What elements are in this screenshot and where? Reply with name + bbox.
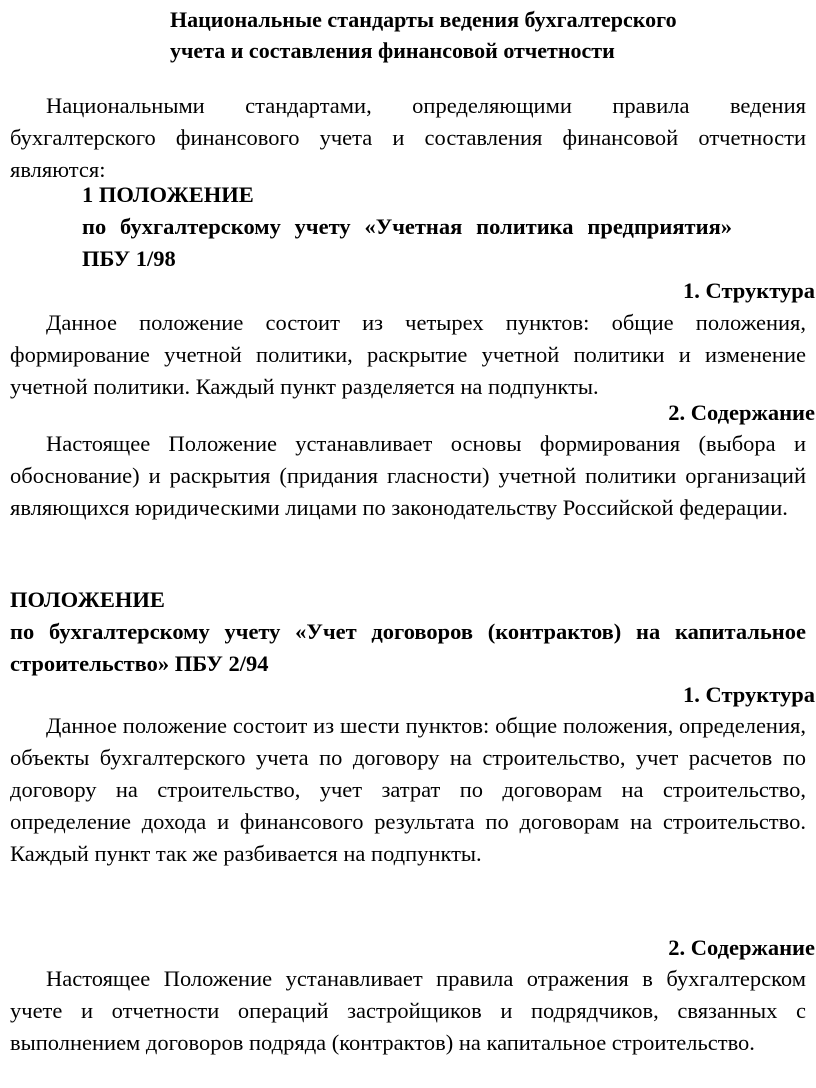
- title-line-1: Национальные стандарты ведения бухгалтерского: [170, 7, 677, 32]
- pbu1-structure-heading: 1. Структура: [683, 278, 815, 303]
- pbu2-heading-title-2: по бухгалтерскому учету «Учет договоров (контрактов) на капитальное строительство» ПБУ 2/94: [10, 619, 806, 676]
- pbu2-content-heading: 2. Содержание: [668, 935, 815, 960]
- pbu2-content-text: Настоящее Положение устанавливает правила отражения в бухгалтерском учете и отчетности операций застройщиков и подрядчиков, связанных с выполнением договоров подряда (контрактов) на капитальное строительство.: [10, 966, 806, 1055]
- pbu2-structure-text: Данное положение состоит из шести пунктов: общие положения, определения, объекты бухгалтерского учета по договору на строительство, учет расчетов по договору на строительство, учет затрат по договорам на строительство, определение дохода и финансового результата по договорам на строительство. Каждый пункт так же разбивается на подпункты.: [10, 713, 806, 866]
- pbu1-content-heading: 2. Содержание: [668, 400, 815, 425]
- pbu1-heading-title: по бухгалтерскому учету «Учетная политика предприятия» ПБУ 1/98: [82, 214, 732, 271]
- title-line-2: учета и составления финансовой отчетности: [170, 38, 615, 63]
- pbu1-structure-text: Данное положение состоит из четырех пунктов: общие положения, формирование учетной политики, раскрытие учетной политики и изменение учетной политики. Каждый пункт разделяется на подпункты.: [10, 310, 806, 399]
- pbu2-structure-heading: 1. Структура: [683, 682, 815, 707]
- page-title: [170, 4, 790, 66]
- pbu2-heading-title-1: ПОЛОЖЕНИЕ: [10, 587, 165, 612]
- intro-paragraph: Национальными стандартами, определяющими правила ведения бухгалтерского финансового учета и составления финансовой отчетности являются:: [10, 93, 806, 182]
- pbu1-heading-number: 1 ПОЛОЖЕНИЕ: [82, 182, 254, 207]
- pbu1-content-text: Настоящее Положение устанавливает основы формирования (выбора и обоснование) и раскрытия (придания гласности) учетной политики организаций являющихся юридическими лицами по законодательству Российской федерации.: [10, 431, 806, 520]
